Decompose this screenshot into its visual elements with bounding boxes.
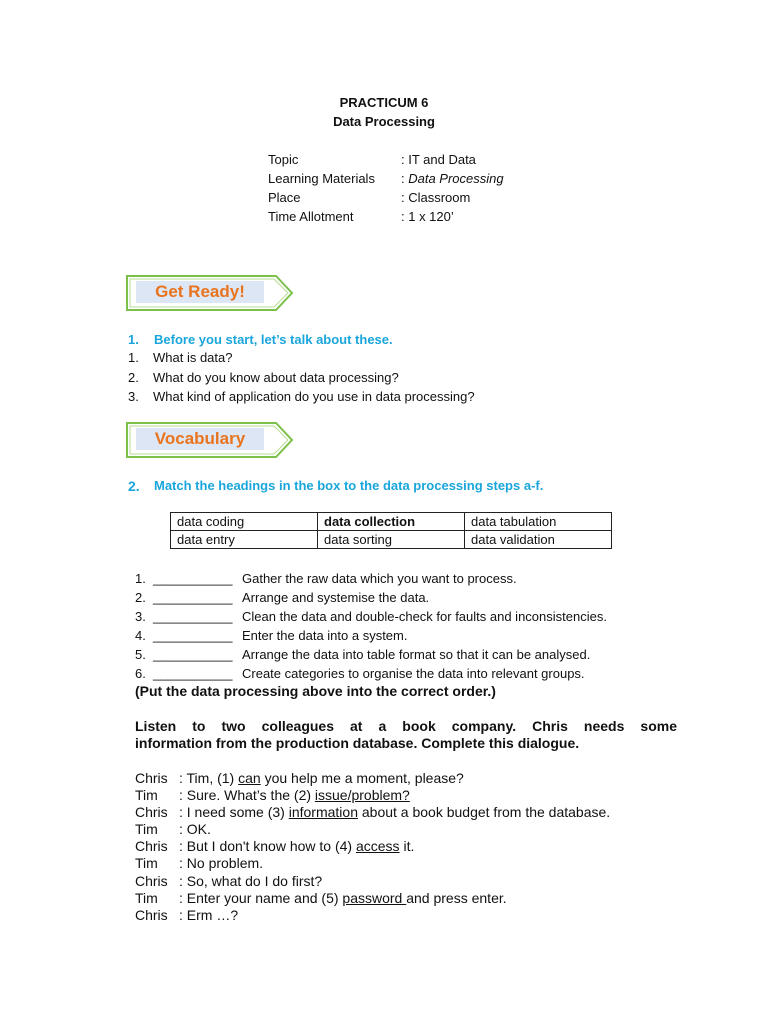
question-number: 2. (128, 370, 139, 385)
dialogue-speaker: Tim (135, 787, 158, 803)
step-blank: ___________ (153, 590, 233, 605)
info-value: : Classroom (401, 190, 471, 205)
dialogue-speaker: Tim (135, 855, 158, 871)
question-text: What kind of application do you use in data processing? (153, 389, 475, 404)
dialogue-text (179, 770, 464, 786)
step-text: Arrange the data into table format so that it can be analysed. (242, 647, 591, 662)
dialogue-speaker: Chris (135, 873, 168, 889)
section1-number: 1. (128, 332, 139, 347)
dialogue-post: about a book budget from the database. (357, 804, 611, 820)
dialogue-text (179, 838, 414, 854)
question-3 (0, 389, 768, 409)
dialogue-post: and press enter. (406, 890, 507, 906)
question-1 (0, 350, 768, 370)
get-ready-banner (126, 275, 290, 309)
question-number: 1. (128, 350, 139, 365)
dialogue-speaker: Chris (135, 838, 168, 854)
dialogue-text (179, 804, 610, 820)
table-cell: data collection (318, 513, 465, 531)
dialogue-speaker: Chris (135, 804, 168, 820)
step-item (135, 647, 591, 662)
dialogue-pre: : Erm …? (179, 907, 239, 923)
dialogue-pre: : No problem. (179, 855, 264, 871)
step-number: 4. (135, 628, 146, 643)
table-cell: data tabulation (465, 513, 612, 531)
listening-instruction-line2: information from the production database. Complete this dialogue. (135, 735, 580, 751)
step-number: 2. (135, 590, 146, 605)
dialogue-pre: : Sure. What’s the (2) (179, 787, 315, 803)
order-instruction: (Put the data processing above into the correct order.) (135, 683, 496, 699)
dialogue-text (179, 873, 322, 889)
step-item (135, 571, 517, 586)
question-number: 3. (128, 389, 139, 404)
dialogue-text (179, 855, 263, 871)
question-text: What is data? (153, 350, 233, 365)
info-label: Topic (268, 152, 299, 167)
dialogue-answer: access (355, 838, 400, 854)
get-ready-text: Get Ready! (136, 281, 264, 303)
step-number: 6. (135, 666, 146, 681)
info-value: : 1 x 120’ (401, 209, 454, 224)
table-cell: data entry (171, 531, 318, 549)
dialogue-text (179, 787, 410, 803)
step-item (135, 628, 408, 643)
listening-instruction-line1: Listen to two colleagues at a book company. Chris needs some (135, 718, 677, 734)
dialogue-answer: can (238, 770, 261, 786)
dialogue-text (179, 821, 211, 837)
step-blank: ___________ (153, 628, 233, 643)
table-cell: data validation (465, 531, 612, 549)
step-text: Clean the data and double-check for faults and inconsistencies. (242, 609, 607, 624)
step-blank: ___________ (153, 647, 233, 662)
vocabulary-banner (126, 422, 290, 456)
dialogue-pre: : But I don't know how to (4) (179, 838, 356, 854)
info-value (401, 171, 504, 186)
dialogue-pre: : OK. (179, 821, 211, 837)
dialogue-text (179, 890, 507, 906)
dialogue-speaker: Tim (135, 890, 158, 906)
dialogue-pre: : Tim, (1) (179, 770, 239, 786)
vocabulary-text: Vocabulary (136, 428, 264, 450)
dialogue-pre: : I need some (3) (179, 804, 289, 820)
table-row (171, 513, 612, 531)
table-cell: data sorting (318, 531, 465, 549)
info-label: Place (268, 190, 301, 205)
dialogue-pre: : So, what do I do first? (179, 873, 323, 889)
step-text: Enter the data into a system. (242, 628, 408, 643)
section1-heading: Before you start, let’s talk about these. (154, 332, 393, 347)
dialogue-answer: issue/problem? (314, 787, 410, 803)
question-2 (0, 370, 768, 390)
info-value-italic: Data Processing (408, 171, 504, 186)
dialogue-post: you help me a moment, please? (260, 770, 464, 786)
info-label: Time Allotment (268, 209, 354, 224)
table-cell: data coding (171, 513, 318, 531)
step-number: 5. (135, 647, 146, 662)
dialogue-text (179, 907, 238, 923)
table-row (171, 531, 612, 549)
page-subtitle: Data Processing (333, 114, 435, 129)
step-blank: ___________ (153, 571, 233, 586)
page-title: PRACTICUM 6 (339, 95, 429, 110)
dialogue-answer: password (342, 890, 407, 906)
step-text: Create categories to organise the data into relevant groups. (242, 666, 585, 681)
step-number: 3. (135, 609, 146, 624)
step-blank: ___________ (153, 666, 233, 681)
step-blank: ___________ (153, 609, 233, 624)
info-value-prefix: : (401, 171, 409, 186)
section2-number: 2. (128, 478, 140, 494)
dialogue-pre: : Enter your name and (5) (179, 890, 343, 906)
dialogue-speaker: Chris (135, 907, 168, 923)
info-value: : IT and Data (401, 152, 476, 167)
dialogue-post: it. (399, 838, 415, 854)
step-item (135, 609, 607, 624)
info-label: Learning Materials (268, 171, 375, 186)
dialogue-answer: information (288, 804, 358, 820)
question-text: What do you know about data processing? (153, 370, 399, 385)
step-item (135, 590, 430, 605)
step-item (135, 666, 585, 681)
step-number: 1. (135, 571, 146, 586)
step-text: Gather the raw data which you want to process. (242, 571, 517, 586)
step-text: Arrange and systemise the data. (242, 590, 430, 605)
dialogue-speaker: Chris (135, 770, 168, 786)
dialogue-speaker: Tim (135, 821, 158, 837)
section2-heading: Match the headings in the box to the data processing steps a-f. (154, 478, 544, 493)
vocabulary-table (170, 512, 612, 549)
